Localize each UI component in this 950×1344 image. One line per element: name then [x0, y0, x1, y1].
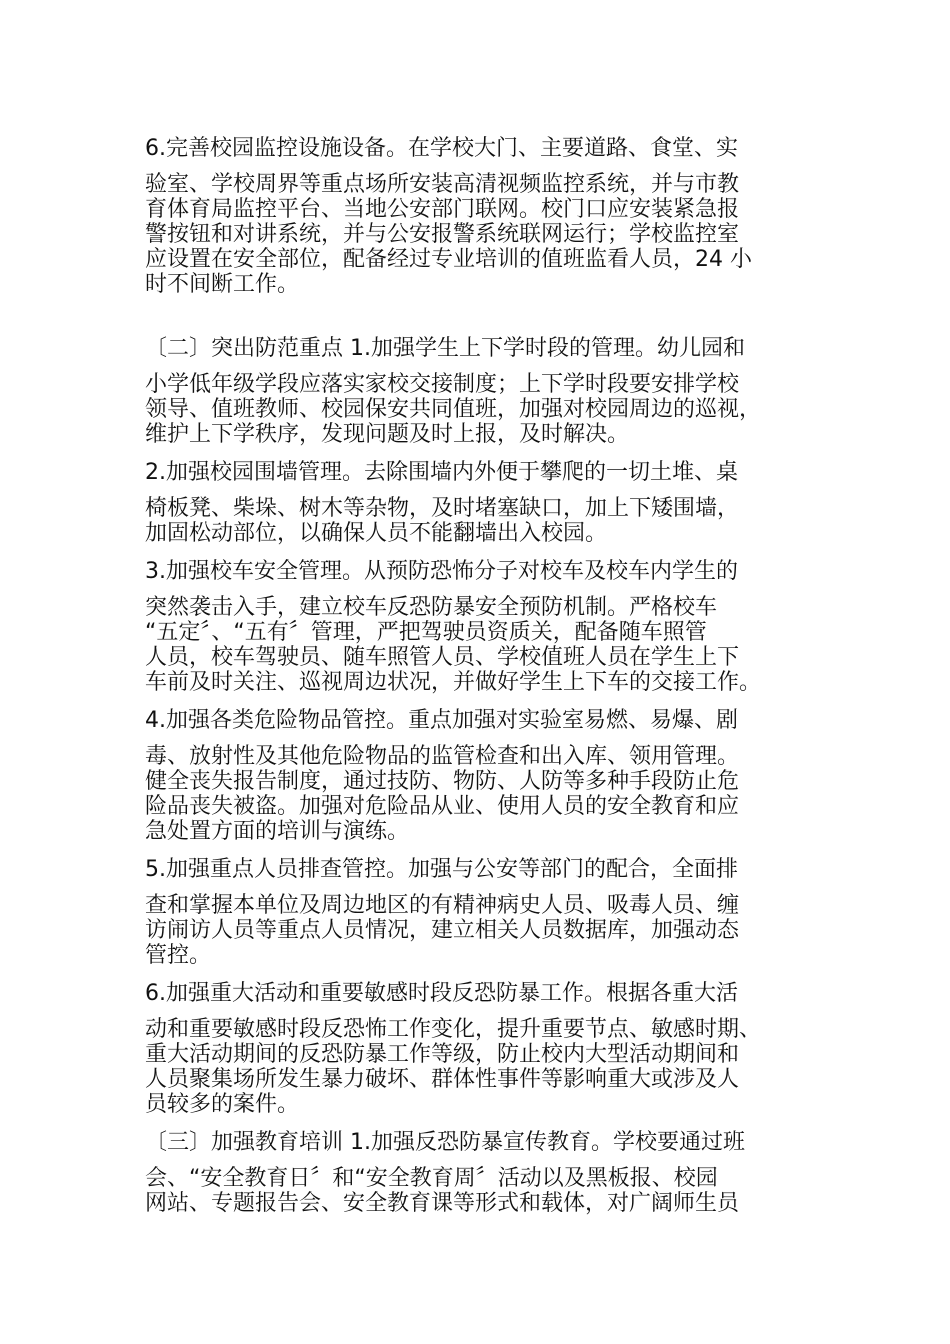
text-line: 5.加强重点人员排查管控。加强与公安等部门的配合，全面排: [145, 857, 738, 882]
text-line: 育体育局监控平台、当地公安部门联网。校门口应安装紧急报: [145, 197, 740, 222]
text-line: 网站、专题报告会、安全教育课等形式和载体，对广阔师生员: [145, 1191, 740, 1216]
text-line: 毒、放射性及其他危险物品的监管检查和出入库、领用管理。: [145, 744, 740, 769]
text-line: 6.完善校园监控设施设备。在学校大门、主要道路、食堂、实: [145, 136, 738, 161]
text-line: 验室、学校周界等重点场所安装高清视频监控系统，并与市教: [145, 172, 740, 197]
paragraph-education-training: [145, 1130, 811, 1216]
text-line: 险品丧失被盗。加强对危险品从业、使用人员的安全教育和应: [145, 794, 740, 819]
text-line: “五定〞、“五有〞管理，严把驾驶员资质关，配备随车照管: [145, 620, 707, 645]
text-line: 维护上下学秩序，发现问题及时上报，及时解决。: [145, 422, 630, 447]
text-line: 人员，校车驾驶员、随车照管人员、学校值班人员在学生上下: [145, 645, 740, 670]
text-line: 车前及时关注、巡视周边状况，并做好学生上下车的交接工作。: [145, 670, 762, 695]
text-line: 〔三〕加强教育培训 1.加强反恐防暴宣传教育。学校要通过班: [145, 1130, 745, 1155]
text-line: 警按钮和对讲系统，并与公安报警系统联网运行；学校监控室: [145, 222, 740, 247]
paragraph-school-commute: [145, 336, 811, 447]
paragraph-hazardous-materials: [145, 708, 811, 844]
text-line: 加固松动部位，以确保人员不能翻墙出入校园。: [145, 521, 608, 546]
paragraph-campus-wall: [145, 460, 811, 546]
text-line: 重大活动期间的反恐防暴工作等级，防止校内大型活动期间和: [145, 1042, 740, 1067]
text-line: 访闹访人员等重点人员情况，建立相关人员数据库，加强动态: [145, 918, 740, 943]
text-line: 应设置在安全部位，配备经过专业培训的值班监看人员，24 小: [145, 247, 752, 272]
paragraph-campus-surveillance: [145, 136, 811, 297]
paragraph-major-events: [145, 981, 811, 1117]
text-line: 2.加强校园围墙管理。去除围墙内外便于攀爬的一切土堆、桌: [145, 460, 738, 485]
text-line: 〔二〕突出防范重点 1.加强学生上下学时段的管理。幼儿园和: [145, 336, 745, 361]
paragraph-key-personnel: [145, 857, 811, 968]
text-line: 会、“安全教育日〞和“安全教育周〞活动以及黑板报、校园: [145, 1166, 718, 1191]
text-line: 小学低年级学段应落实家校交接制度；上下学时段要安排学校: [145, 372, 740, 397]
text-line: 3.加强校车安全管理。从预防恐怖分子对校车及校车内学生的: [145, 559, 738, 584]
text-line: 动和重要敏感时段反恐怖工作变化，提升重要节点、敏感时期、: [145, 1017, 762, 1042]
text-line: 急处置方面的培训与演练。: [145, 819, 410, 844]
text-line: 人员聚集场所发生暴力破坏、群体性事件等影响重大或涉及人: [145, 1067, 740, 1092]
text-line: 员较多的案件。: [145, 1092, 300, 1117]
text-line: 时不间断工作。: [145, 272, 300, 297]
text-line: 椅板凳、柴垛、树木等杂物，及时堵塞缺口，加上下矮围墙，: [145, 496, 740, 521]
text-line: 突然袭击入手，建立校车反恐防暴安全预防机制。严格校车: [145, 595, 718, 620]
text-line: 4.加强各类危险物品管控。重点加强对实验室易燃、易爆、剧: [145, 708, 738, 733]
text-line: 健全丧失报告制度，通过技防、物防、人防等多种手段防止危: [145, 769, 740, 794]
text-line: 查和掌握本单位及周边地区的有精神病史人员、吸毒人员、缠: [145, 893, 740, 918]
text-line: 领导、值班教师、校园保安共同值班，加强对校园周边的巡视，: [145, 397, 762, 422]
paragraph-school-bus: [145, 559, 811, 695]
text-line: 6.加强重大活动和重要敏感时段反恐防暴工作。根据各重大活: [145, 981, 738, 1006]
text-line: 管控。: [145, 943, 212, 968]
